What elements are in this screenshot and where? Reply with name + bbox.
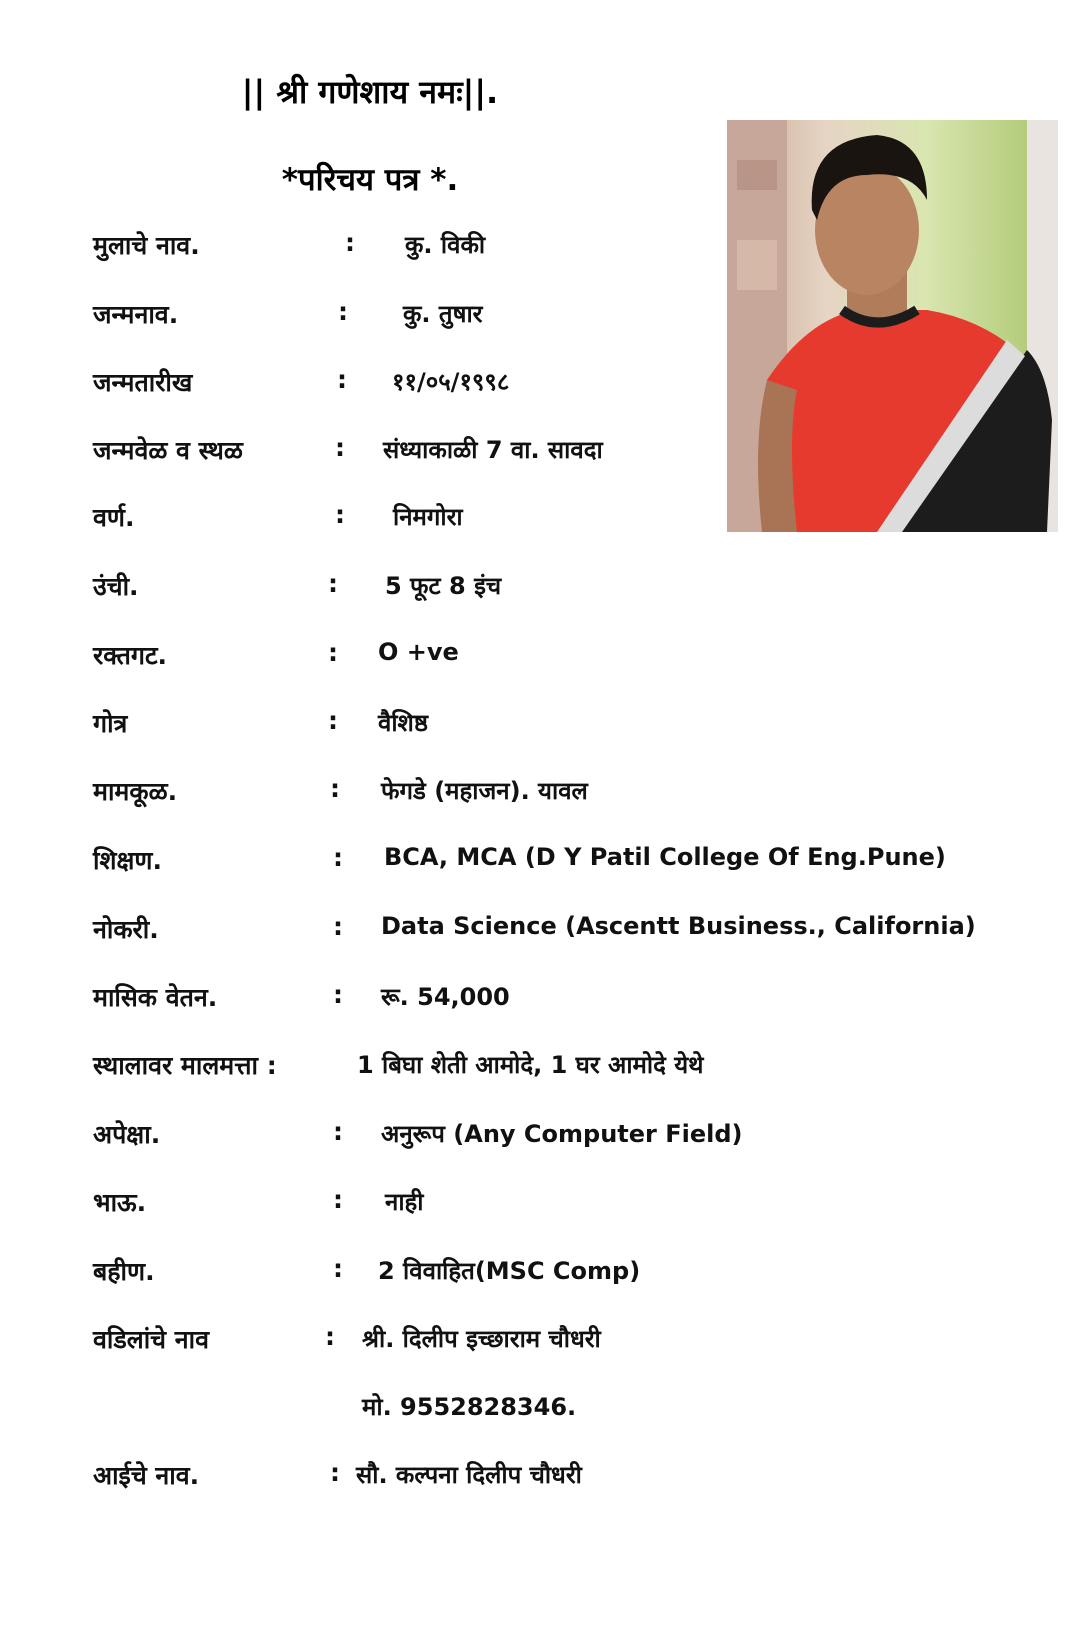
- field-value: Data Science (Ascentt Business., California): [381, 912, 976, 940]
- field-value: अनुरूप (Any Computer Field): [381, 1120, 743, 1148]
- field-row: [0, 912, 1080, 962]
- field-label: गोत्र: [93, 709, 128, 738]
- field-colon: :: [330, 1458, 340, 1487]
- field-row: [0, 569, 1080, 619]
- field-value: कु. विकी: [405, 231, 486, 259]
- field-value: ११/०५/१९९८: [392, 368, 510, 396]
- field-row: [0, 1117, 1080, 1167]
- field-row: [0, 843, 1080, 893]
- field-value: 2 विवाहित(MSC Comp): [378, 1257, 641, 1285]
- field-colon: :: [333, 843, 343, 872]
- field-row: [0, 1048, 1080, 1098]
- field-colon: :: [335, 433, 345, 462]
- field-label: उंची.: [93, 572, 139, 601]
- field-row: [0, 500, 1080, 550]
- field-row: [0, 433, 1080, 483]
- field-value: 1 बिघा शेती आमोदे, 1 घर आमोदे येथे: [357, 1051, 704, 1079]
- field-label: मासिक वेतन.: [93, 983, 218, 1012]
- field-colon: :: [338, 297, 348, 326]
- field-colon: :: [335, 500, 345, 529]
- field-value: कु. तुषार: [403, 300, 483, 328]
- invocation-heading: || श्री गणेशाय नमः||.: [241, 73, 499, 111]
- field-colon: :: [345, 228, 355, 257]
- field-colon: :: [333, 1254, 343, 1283]
- field-label: जन्मवेळ व स्थळ: [93, 436, 243, 465]
- field-label: बहीण.: [93, 1257, 155, 1286]
- field-value: सौ. कल्पना दिलीप चौधरी: [356, 1461, 582, 1489]
- field-colon: :: [333, 1117, 343, 1146]
- field-row: [0, 706, 1080, 756]
- field-row: [0, 1322, 1080, 1372]
- field-label: जन्मनाव.: [93, 300, 179, 329]
- field-label: भाऊ.: [93, 1188, 147, 1217]
- field-colon: :: [325, 1322, 335, 1351]
- field-colon: :: [328, 569, 338, 598]
- field-label: मामकूळ.: [93, 777, 178, 806]
- field-value: 5 फूट 8 इंच: [385, 572, 502, 600]
- field-value: फेगडे (महाजन). यावल: [381, 777, 588, 805]
- field-row: [0, 1254, 1080, 1304]
- field-label: रक्तगट.: [93, 641, 168, 670]
- field-label: आईचे नाव.: [93, 1461, 200, 1490]
- field-row: [0, 774, 1080, 824]
- field-colon: :: [328, 706, 338, 735]
- field-value: मो. 9552828346.: [362, 1393, 577, 1421]
- field-label: अपेक्षा.: [93, 1120, 161, 1149]
- field-value: संध्याकाळी 7 वा. सावदा: [383, 436, 603, 464]
- field-value: BCA, MCA (D Y Patil College Of Eng.Pune): [384, 843, 946, 871]
- field-value: रू. 54,000: [381, 983, 510, 1011]
- field-colon: :: [328, 638, 338, 667]
- field-colon: :: [333, 912, 343, 941]
- field-value: श्री. दिलीप इच्छाराम चौधरी: [362, 1325, 601, 1353]
- field-row: [0, 365, 1080, 415]
- field-label: नोकरी.: [93, 915, 159, 944]
- field-colon: :: [333, 980, 343, 1009]
- field-row: [0, 228, 1080, 278]
- field-value: निमगोरा: [393, 503, 463, 531]
- field-row: [0, 1185, 1080, 1235]
- field-row: [0, 638, 1080, 688]
- field-label: स्थालावर मालमत्ता :: [93, 1051, 277, 1080]
- field-colon: :: [333, 1185, 343, 1214]
- field-colon: :: [330, 774, 340, 803]
- field-label: मुलाचे नाव.: [93, 231, 200, 260]
- field-row: [0, 1390, 1080, 1440]
- field-value: वैशिष्ठ: [378, 709, 429, 737]
- field-row: [0, 1458, 1080, 1508]
- field-label: वर्ण.: [93, 503, 135, 532]
- field-label: जन्मतारीख: [93, 368, 193, 397]
- field-row: [0, 980, 1080, 1030]
- field-value: नाही: [385, 1188, 424, 1216]
- field-label: वडिलांचे नाव: [93, 1325, 210, 1354]
- document-title: *परिचय पत्र *.: [281, 162, 459, 198]
- field-row: [0, 297, 1080, 347]
- field-colon: :: [337, 365, 347, 394]
- field-value: O +ve: [378, 638, 459, 666]
- field-label: शिक्षण.: [93, 846, 162, 875]
